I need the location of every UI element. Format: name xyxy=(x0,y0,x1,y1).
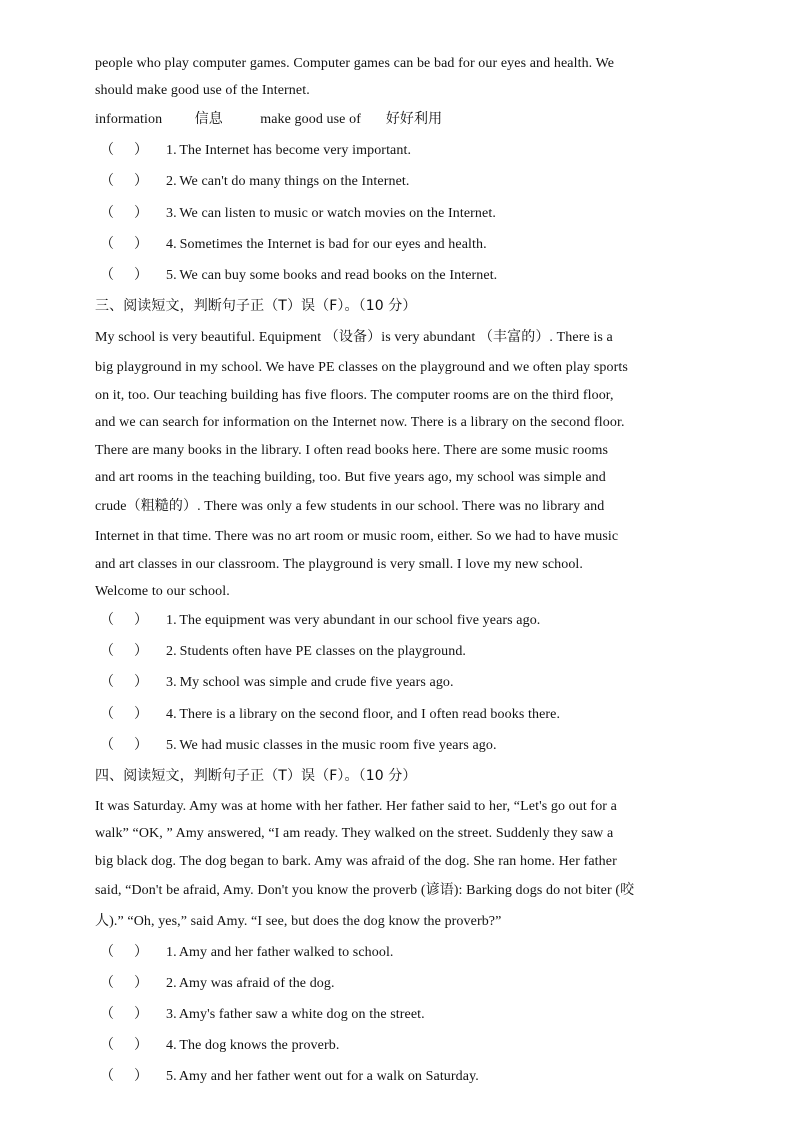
answer-blank[interactable]: （ ） xyxy=(100,945,149,960)
answer-blank[interactable]: （ ） xyxy=(100,1038,149,1053)
answer-blank[interactable]: （ ） xyxy=(100,174,149,189)
question-item xyxy=(100,944,720,962)
vocabulary-line xyxy=(95,110,715,129)
question-item xyxy=(100,737,720,755)
passage-line: and we can search for information on the Internet now. There is a library on the second floor. xyxy=(95,415,625,430)
question-text: Students often have PE classes on the playground. xyxy=(179,644,467,659)
answer-blank[interactable]: （ ） xyxy=(100,675,149,690)
question-text: The Internet has become very important. xyxy=(179,143,412,158)
question-text: The equipment was very abundant in our school five years ago. xyxy=(179,613,541,628)
question-item xyxy=(100,142,720,160)
answer-blank[interactable]: （ ） xyxy=(100,644,149,659)
question-text: There is a library on the second floor, and I often read books there. xyxy=(179,707,561,722)
question-number: 2. xyxy=(166,644,177,659)
question-text: We can't do many things on the Internet. xyxy=(179,174,410,189)
passage-line: 人).” “Oh, yes,” said Amy. “I see, but does the dog know the proverb?” xyxy=(95,914,502,929)
question-number: 1. xyxy=(166,945,177,960)
answer-blank[interactable]: （ ） xyxy=(100,1007,149,1022)
question-item xyxy=(100,1037,720,1055)
question-text: Sometimes the Internet is bad for our eyes and health. xyxy=(179,237,487,252)
passage-line: on it, too. Our teaching building has five floors. The computer rooms are on the third floor, xyxy=(95,388,614,403)
question-number: 4. xyxy=(166,1038,177,1053)
question-number: 5. xyxy=(166,1069,177,1084)
passage-line: should make good use of the Internet. xyxy=(95,83,310,98)
question-text: Amy and her father went out for a walk on Saturday. xyxy=(178,1069,479,1084)
answer-blank[interactable]: （ ） xyxy=(100,1069,149,1084)
passage-line: big black dog. The dog began to bark. Amy was afraid of the dog. She ran home. Her father xyxy=(95,854,617,869)
passage-line: and art rooms in the teaching building, too. But five years ago, my school was simple and xyxy=(95,470,606,485)
question-text: Amy and her father walked to school. xyxy=(178,945,394,960)
question-item xyxy=(100,1006,720,1024)
question-number: 3. xyxy=(166,1007,177,1022)
answer-blank[interactable]: （ ） xyxy=(100,206,149,221)
question-item xyxy=(100,1068,720,1086)
question-item xyxy=(100,205,720,223)
question-number: 4. xyxy=(166,237,177,252)
question-number: 1. xyxy=(166,613,177,628)
question-text: Amy's father saw a white dog on the street. xyxy=(178,1007,425,1022)
question-item xyxy=(100,267,720,285)
question-item xyxy=(100,975,720,993)
passage-line: Welcome to our school. xyxy=(95,584,230,599)
answer-blank[interactable]: （ ） xyxy=(100,738,149,753)
passage-line: My school is very beautiful. Equipment （设备）is very abundant （丰富的）. There is a xyxy=(95,330,613,345)
answer-blank[interactable]: （ ） xyxy=(100,143,149,158)
vocab-translation: 好好利用 xyxy=(385,111,443,127)
question-item xyxy=(100,706,720,724)
question-text: My school was simple and crude five years ago. xyxy=(179,675,454,690)
question-number: 5. xyxy=(166,268,177,283)
question-item xyxy=(100,173,720,191)
section-heading: 三、阅读短文，判断句子正（T）误（F）。（10 分） xyxy=(95,298,417,314)
question-item xyxy=(100,674,720,692)
question-item xyxy=(100,643,720,661)
question-text: We had music classes in the music room five years ago. xyxy=(179,738,497,753)
vocab-word: make good use of xyxy=(260,112,361,127)
answer-blank[interactable]: （ ） xyxy=(100,707,149,722)
question-text: Amy was afraid of the dog. xyxy=(178,976,335,991)
question-number: 2. xyxy=(166,174,177,189)
question-number: 5. xyxy=(166,738,177,753)
passage-line: It was Saturday. Amy was at home with her father. Her father said to her, “Let's go out for a xyxy=(95,799,617,814)
passage-line: Internet in that time. There was no art room or music room, either. So we had to have music xyxy=(95,529,619,544)
passage-line: crude（粗糙的）. There was only a few students in our school. There was no library and xyxy=(95,499,605,514)
question-number: 3. xyxy=(166,206,177,221)
question-number: 3. xyxy=(166,675,177,690)
question-text: We can buy some books and read books on the Internet. xyxy=(179,268,498,283)
section-heading: 四、阅读短文，判断句子正（T）误（F）。（10 分） xyxy=(95,768,417,784)
passage-line: said, “Don't be afraid, Amy. Don't you know the proverb (谚语): Barking dogs do not biter (咬 xyxy=(95,883,635,898)
passage-line: There are many books in the library. I often read books here. There are some music rooms xyxy=(95,443,609,458)
answer-blank[interactable]: （ ） xyxy=(100,613,149,628)
question-item xyxy=(100,236,720,254)
question-item xyxy=(100,612,720,630)
vocab-word: information xyxy=(95,112,163,127)
passage-line: people who play computer games. Computer games can be bad for our eyes and health. We xyxy=(95,56,615,71)
passage-line: big playground in my school. We have PE classes on the playground and we often play sports xyxy=(95,360,628,375)
passage-line: walk” “OK, ” Amy answered, “I am ready. They walked on the street. Suddenly they saw a xyxy=(95,826,614,841)
question-number: 4. xyxy=(166,707,177,722)
question-text: The dog knows the proverb. xyxy=(179,1038,340,1053)
answer-blank[interactable]: （ ） xyxy=(100,237,149,252)
answer-blank[interactable]: （ ） xyxy=(100,268,149,283)
passage-line: and art classes in our classroom. The playground is very small. I love my new school. xyxy=(95,557,584,572)
question-number: 2. xyxy=(166,976,177,991)
question-text: We can listen to music or watch movies on the Internet. xyxy=(179,206,496,221)
question-number: 1. xyxy=(166,143,177,158)
answer-blank[interactable]: （ ） xyxy=(100,976,149,991)
vocab-translation: 信息 xyxy=(194,111,223,127)
